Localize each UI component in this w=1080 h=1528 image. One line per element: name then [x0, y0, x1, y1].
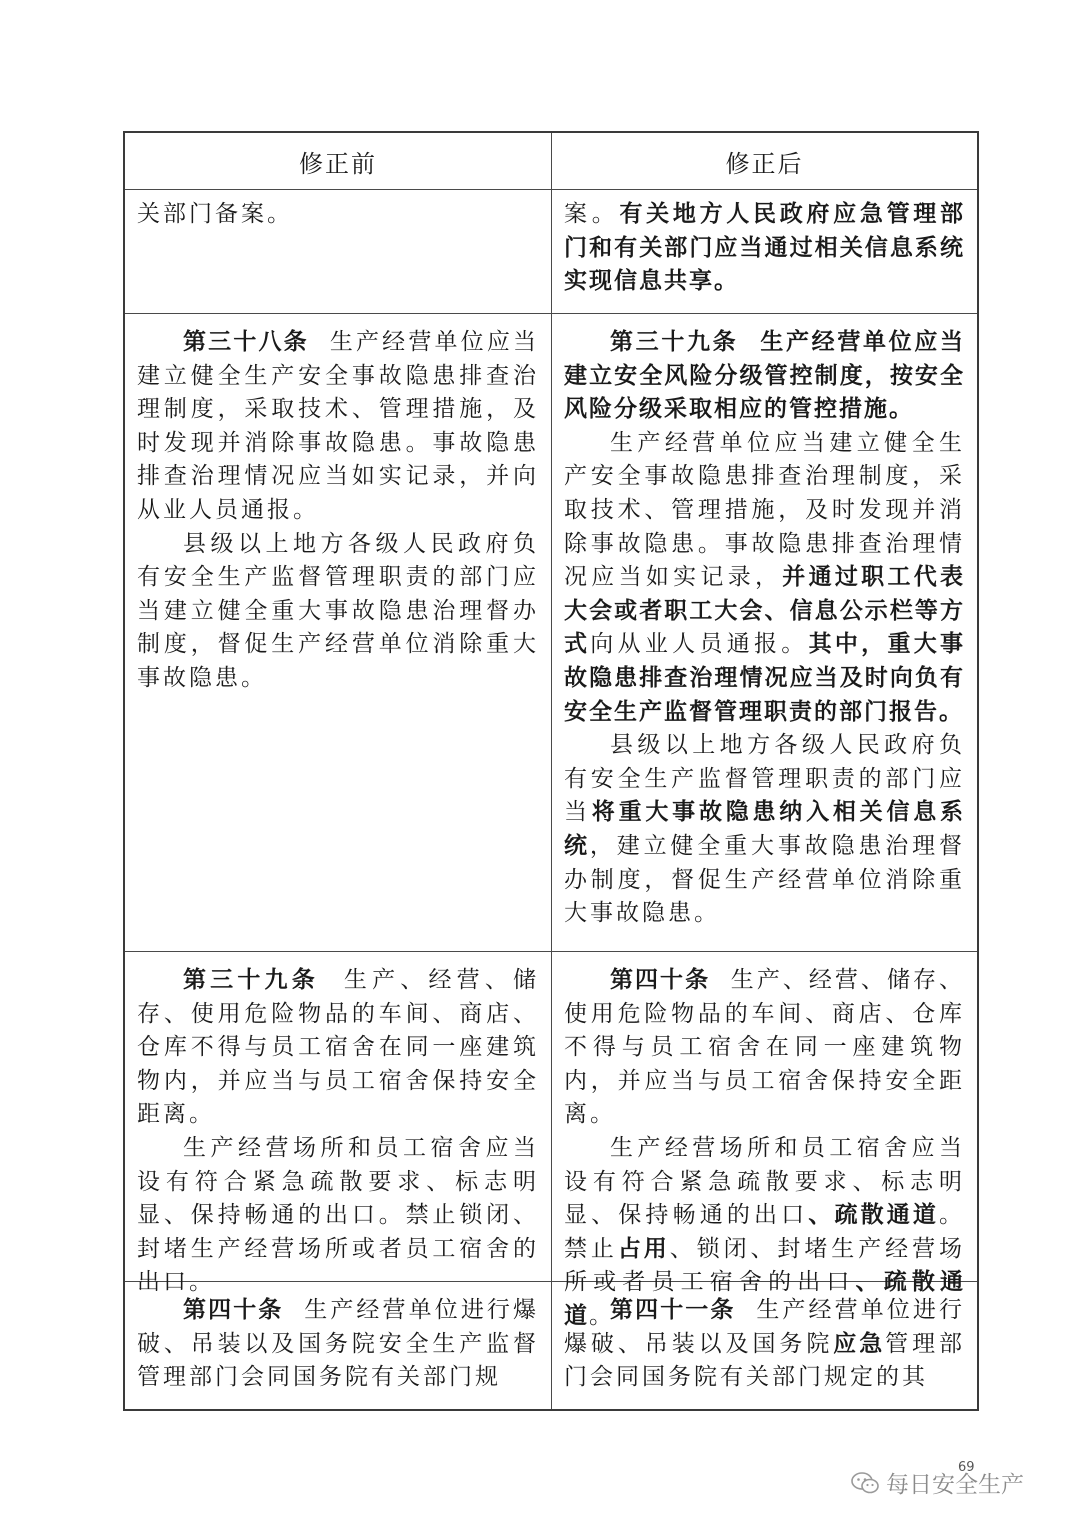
text: 案。	[564, 201, 620, 227]
bold-text: 其中，重大事故隐患排查治理情况应当及时向负有安全生产监督管理职责的部门报告。	[564, 631, 966, 725]
bold-text: 将重大事故隐患纳入相关信息系统	[564, 799, 966, 859]
paragraph	[564, 729, 965, 931]
cell-before	[125, 1282, 551, 1409]
table-row	[125, 1281, 977, 1409]
article-title: 第三十九条	[183, 967, 319, 993]
wechat-icon	[850, 1471, 880, 1495]
paragraph	[137, 326, 539, 528]
cell-before	[125, 952, 551, 1296]
paragraph	[564, 427, 965, 729]
paragraph	[564, 1294, 965, 1395]
text: 生产经营单位应当建立健全生产安全事故隐患排查治理制度，采取技术、管理措施，及时发现并消除事故隐患。事故隐患排查治理情况应当如实记录，	[564, 429, 965, 591]
bold-text: 占用	[617, 1235, 670, 1262]
text: 生产经营单位进行爆破、吊装以及国务院安全生产监督管理部门会同国务院有关部门规	[137, 1297, 540, 1391]
text: 生产经营单位应当建立健全生产安全事故隐患排查治理制度，采取技术、管理措施，及时发现并消除事故隐患。事故隐患排查治理情况应当如实记录，并向从业人员通报。	[137, 329, 540, 523]
paragraph: 关部门备案。	[137, 201, 293, 227]
text: 生产、经营、储存、使用危险物品的车间、商店、仓库不得与员工宿舍在同一座建筑物内，并应当与员工宿舍保持安全距离。	[137, 967, 540, 1128]
bold-text: 、疏散通道	[808, 1202, 940, 1229]
comparison-table	[123, 131, 979, 1411]
text: 生产、经营、储存、使用危险物品的车间、商店、仓库不得与员工宿舍在同一座建筑物内，并应当与员工宿舍保持安全距离。	[564, 967, 966, 1128]
paragraph	[564, 964, 965, 1132]
cell-after	[551, 314, 977, 951]
text: 、锁闭、封堵生产经营场所或者员工宿舍的出口	[564, 1235, 966, 1296]
text: ，建立健全重大事故隐患治理督办制度，督促生产经营单位消除重大事故隐患。	[564, 832, 966, 927]
cell-after	[551, 1282, 977, 1409]
article-title: 第三十八条	[183, 329, 309, 355]
table-row	[125, 189, 977, 313]
paragraph	[137, 1294, 539, 1395]
text: 生产经营单位进行爆破、吊装以及国务院	[564, 1297, 966, 1357]
bold-text: 有关地方人民政府应急管理部门和有关部门应当通过相关信息系统实现信息共享。	[564, 201, 966, 295]
bold-text: 、疏散通道	[564, 1269, 966, 1329]
paragraph	[564, 326, 965, 427]
paragraph	[564, 198, 965, 299]
table-row	[125, 313, 977, 951]
cell-after	[551, 190, 977, 313]
article-title: 第四十条	[183, 1297, 284, 1323]
page-number: 69	[958, 1460, 975, 1475]
bold-text: 并通过职工代表大会或者职工大会、信息公示栏等方式	[564, 564, 966, 658]
article-title: 第三十九条	[610, 329, 739, 355]
header-after: 修正后	[551, 133, 977, 189]
watermark-text: 每日安全生产	[886, 1472, 1024, 1498]
text: 生产经营场所和员工宿舍应当设有符合紧急疏散要求、标志明显、保持畅通的出口	[564, 1134, 965, 1229]
paragraph: 生产经营场所和员工宿舍应当设有符合紧急疏散要求、标志明显、保持畅通的出口。禁止锁闭、封堵生产经营场所或者员工宿舍的出口。	[137, 1134, 539, 1296]
cell-before	[125, 190, 551, 313]
bold-text: 生产经营单位应当建立安全风险分级管控制度，按安全风险分级采取相应的管控措施。	[564, 329, 966, 423]
paragraph: 县级以上地方各级人民政府负有安全生产监督管理职责的部门应当建立健全重大事故隐患治理督办制度，督促生产经营单位消除重大事故隐患。	[137, 530, 539, 691]
text: 。禁止	[564, 1202, 966, 1262]
text: 。	[589, 1302, 615, 1329]
cell-before	[125, 314, 551, 951]
paragraph	[137, 964, 539, 1132]
watermark	[850, 1466, 1024, 1499]
text: 县级以上地方各级人民政府负有安全生产监督管理职责的部门应当	[564, 732, 965, 826]
bold-text: 应急	[833, 1330, 886, 1357]
text: 管理部门会同国务院有关部门规定的其	[564, 1330, 966, 1391]
table-header-row	[125, 133, 977, 189]
text: 向从业人员通报。	[590, 631, 809, 658]
article-title: 第四十一条	[610, 1297, 736, 1323]
article-title: 第四十条	[610, 967, 711, 993]
header-before: 修正前	[299, 149, 377, 178]
